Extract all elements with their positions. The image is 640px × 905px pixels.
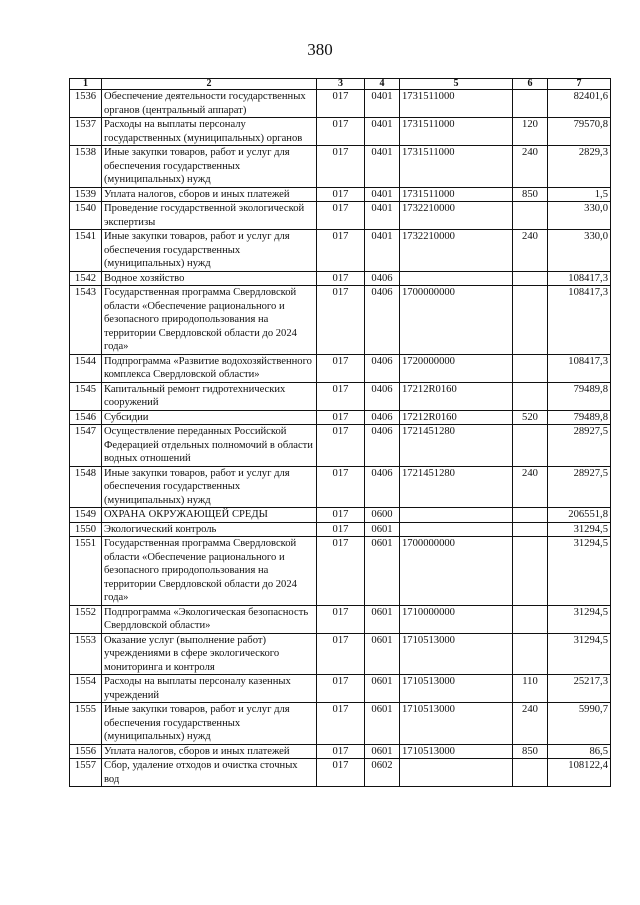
row-section-cell: 0401: [365, 202, 400, 230]
row-target-article-cell: 1700000000: [400, 286, 513, 355]
row-section-cell: 0600: [365, 508, 400, 523]
row-sum-cell: 5990,7: [548, 703, 611, 745]
row-target-article-cell: 1731511000: [400, 118, 513, 146]
row-expense-type-cell: [513, 271, 548, 286]
row-section-cell: 0406: [365, 354, 400, 382]
table-row: [70, 425, 611, 467]
budget-table: [69, 78, 611, 787]
row-name-cell: Расходы на выплаты персоналу казенных учреждений: [102, 675, 317, 703]
row-name-cell: Проведение государственной экологической экспертизы: [102, 202, 317, 230]
row-section-cell: 0601: [365, 703, 400, 745]
row-sum-cell: 31294,5: [548, 633, 611, 675]
row-ved-cell: 017: [317, 633, 365, 675]
row-number-cell: 1557: [70, 759, 102, 787]
row-name-cell: Государственная программа Свердловской области «Обеспечение рационального и безопасного природопользования на территории Свердловской области до 2024 года»: [102, 537, 317, 606]
table-row: [70, 703, 611, 745]
row-name-cell: Иные закупки товаров, работ и услуг для обеспечения государственных (муниципальных) нужд: [102, 703, 317, 745]
header-col-3: 3: [317, 79, 365, 90]
row-name-cell: Уплата налогов, сборов и иных платежей: [102, 187, 317, 202]
row-expense-type-cell: 850: [513, 187, 548, 202]
row-name-cell: Иные закупки товаров, работ и услуг для обеспечения государственных (муниципальных) нужд: [102, 146, 317, 188]
row-sum-cell: 79489,8: [548, 382, 611, 410]
table-row: [70, 508, 611, 523]
row-name-cell: Расходы на выплаты персоналу государственных (муниципальных) органов: [102, 118, 317, 146]
table-row: [70, 118, 611, 146]
row-sum-cell: 330,0: [548, 202, 611, 230]
table-row: [70, 187, 611, 202]
row-ved-cell: 017: [317, 605, 365, 633]
row-name-cell: Иные закупки товаров, работ и услуг для обеспечения государственных (муниципальных) нужд: [102, 466, 317, 508]
table-row: [70, 633, 611, 675]
row-sum-cell: 86,5: [548, 744, 611, 759]
row-ved-cell: 017: [317, 466, 365, 508]
row-number-cell: 1542: [70, 271, 102, 286]
row-ved-cell: 017: [317, 744, 365, 759]
row-ved-cell: 017: [317, 354, 365, 382]
row-section-cell: 0401: [365, 118, 400, 146]
row-expense-type-cell: 240: [513, 703, 548, 745]
row-ved-cell: 017: [317, 703, 365, 745]
row-target-article-cell: 1721451280: [400, 466, 513, 508]
row-section-cell: 0406: [365, 382, 400, 410]
row-section-cell: 0601: [365, 744, 400, 759]
header-col-2: 2: [102, 79, 317, 90]
header-col-1: 1: [70, 79, 102, 90]
row-ved-cell: 017: [317, 382, 365, 410]
table-row: [70, 286, 611, 355]
table-row: [70, 605, 611, 633]
row-name-cell: Подпрограмма «Развитие водохозяйственного комплекса Свердловской области»: [102, 354, 317, 382]
row-number-cell: 1538: [70, 146, 102, 188]
row-expense-type-cell: [513, 90, 548, 118]
row-sum-cell: 82401,6: [548, 90, 611, 118]
row-sum-cell: 79489,8: [548, 410, 611, 425]
row-ved-cell: 017: [317, 286, 365, 355]
table-row: [70, 382, 611, 410]
row-name-cell: ОХРАНА ОКРУЖАЮЩЕЙ СРЕДЫ: [102, 508, 317, 523]
row-name-cell: Водное хозяйство: [102, 271, 317, 286]
row-section-cell: 0601: [365, 633, 400, 675]
table-row: [70, 202, 611, 230]
header-row: [70, 79, 611, 90]
row-target-article-cell: [400, 271, 513, 286]
row-sum-cell: 31294,5: [548, 522, 611, 537]
row-expense-type-cell: 240: [513, 230, 548, 272]
row-expense-type-cell: [513, 759, 548, 787]
row-section-cell: 0401: [365, 146, 400, 188]
row-name-cell: Субсидии: [102, 410, 317, 425]
row-name-cell: Капитальный ремонт гидротехнических сооружений: [102, 382, 317, 410]
row-sum-cell: 31294,5: [548, 537, 611, 606]
row-section-cell: 0406: [365, 410, 400, 425]
row-expense-type-cell: [513, 522, 548, 537]
row-sum-cell: 31294,5: [548, 605, 611, 633]
row-expense-type-cell: 850: [513, 744, 548, 759]
header-col-7: 7: [548, 79, 611, 90]
row-number-cell: 1550: [70, 522, 102, 537]
row-target-article-cell: 1710000000: [400, 605, 513, 633]
table-row: [70, 537, 611, 606]
row-section-cell: 0406: [365, 271, 400, 286]
row-ved-cell: 017: [317, 522, 365, 537]
row-target-article-cell: 1732210000: [400, 230, 513, 272]
header-col-4: 4: [365, 79, 400, 90]
table-row: [70, 522, 611, 537]
table-row: [70, 271, 611, 286]
row-number-cell: 1552: [70, 605, 102, 633]
row-expense-type-cell: [513, 354, 548, 382]
row-number-cell: 1536: [70, 90, 102, 118]
row-number-cell: 1548: [70, 466, 102, 508]
row-expense-type-cell: [513, 508, 548, 523]
row-section-cell: 0601: [365, 675, 400, 703]
row-target-article-cell: 1710513000: [400, 633, 513, 675]
row-number-cell: 1544: [70, 354, 102, 382]
row-sum-cell: 79570,8: [548, 118, 611, 146]
row-number-cell: 1545: [70, 382, 102, 410]
row-target-article-cell: 1710513000: [400, 675, 513, 703]
row-name-cell: Сбор, удаление отходов и очистка сточных вод: [102, 759, 317, 787]
row-name-cell: Иные закупки товаров, работ и услуг для обеспечения государственных (муниципальных) нужд: [102, 230, 317, 272]
row-target-article-cell: 1700000000: [400, 537, 513, 606]
row-expense-type-cell: [513, 425, 548, 467]
row-sum-cell: 2829,3: [548, 146, 611, 188]
table-row: [70, 466, 611, 508]
row-number-cell: 1539: [70, 187, 102, 202]
row-number-cell: 1541: [70, 230, 102, 272]
row-ved-cell: 017: [317, 759, 365, 787]
row-section-cell: 0401: [365, 230, 400, 272]
row-number-cell: 1551: [70, 537, 102, 606]
row-target-article-cell: 1710513000: [400, 744, 513, 759]
row-name-cell: Обеспечение деятельности государственных органов (центральный аппарат): [102, 90, 317, 118]
row-sum-cell: 108122,4: [548, 759, 611, 787]
row-ved-cell: 017: [317, 146, 365, 188]
row-ved-cell: 017: [317, 187, 365, 202]
table-row: [70, 410, 611, 425]
row-sum-cell: 108417,3: [548, 286, 611, 355]
row-expense-type-cell: [513, 382, 548, 410]
row-expense-type-cell: [513, 633, 548, 675]
row-ved-cell: 017: [317, 230, 365, 272]
row-ved-cell: 017: [317, 90, 365, 118]
table-row: [70, 146, 611, 188]
row-number-cell: 1554: [70, 675, 102, 703]
row-ved-cell: 017: [317, 425, 365, 467]
page-number: 380: [307, 40, 333, 59]
row-section-cell: 0406: [365, 466, 400, 508]
row-number-cell: 1540: [70, 202, 102, 230]
header-col-6: 6: [513, 79, 548, 90]
row-number-cell: 1555: [70, 703, 102, 745]
row-number-cell: 1537: [70, 118, 102, 146]
row-target-article-cell: 1731511000: [400, 187, 513, 202]
row-number-cell: 1553: [70, 633, 102, 675]
row-expense-type-cell: 240: [513, 146, 548, 188]
row-name-cell: Государственная программа Свердловской области «Обеспечение рационального и безопасного природопользования на территории Свердловской области до 2024 года»: [102, 286, 317, 355]
row-ved-cell: 017: [317, 118, 365, 146]
row-sum-cell: 1,5: [548, 187, 611, 202]
row-target-article-cell: 17212R0160: [400, 410, 513, 425]
row-section-cell: 0601: [365, 537, 400, 606]
row-number-cell: 1543: [70, 286, 102, 355]
row-target-article-cell: 1731511000: [400, 146, 513, 188]
row-target-article-cell: 17212R0160: [400, 382, 513, 410]
header-col-5: 5: [400, 79, 513, 90]
row-section-cell: 0602: [365, 759, 400, 787]
row-expense-type-cell: [513, 286, 548, 355]
row-target-article-cell: 1720000000: [400, 354, 513, 382]
table-row: [70, 90, 611, 118]
table-row: [70, 230, 611, 272]
row-name-cell: Подпрограмма «Экологическая безопасность Свердловской области»: [102, 605, 317, 633]
row-number-cell: 1556: [70, 744, 102, 759]
table-row: [70, 354, 611, 382]
row-expense-type-cell: [513, 202, 548, 230]
row-ved-cell: 017: [317, 537, 365, 606]
row-ved-cell: 017: [317, 675, 365, 703]
row-target-article-cell: [400, 522, 513, 537]
table-row: [70, 759, 611, 787]
row-expense-type-cell: 110: [513, 675, 548, 703]
row-sum-cell: 28927,5: [548, 425, 611, 467]
row-section-cell: 0601: [365, 605, 400, 633]
row-number-cell: 1546: [70, 410, 102, 425]
row-name-cell: Осуществление переданных Российской Федерацией отдельных полномочий в области водных отношений: [102, 425, 317, 467]
row-expense-type-cell: 240: [513, 466, 548, 508]
row-target-article-cell: 1731511000: [400, 90, 513, 118]
row-target-article-cell: [400, 759, 513, 787]
row-sum-cell: 25217,3: [548, 675, 611, 703]
row-section-cell: 0401: [365, 90, 400, 118]
row-expense-type-cell: 120: [513, 118, 548, 146]
row-target-article-cell: 1710513000: [400, 703, 513, 745]
row-section-cell: 0601: [365, 522, 400, 537]
row-name-cell: Оказание услуг (выполнение работ) учреждениями в сфере экологического мониторинга и контроля: [102, 633, 317, 675]
row-section-cell: 0406: [365, 425, 400, 467]
row-number-cell: 1549: [70, 508, 102, 523]
row-sum-cell: 108417,3: [548, 271, 611, 286]
row-expense-type-cell: [513, 537, 548, 606]
row-name-cell: Экологический контроль: [102, 522, 317, 537]
row-section-cell: 0406: [365, 286, 400, 355]
table-row: [70, 744, 611, 759]
row-target-article-cell: 1732210000: [400, 202, 513, 230]
row-ved-cell: 017: [317, 202, 365, 230]
table-row: [70, 675, 611, 703]
row-name-cell: Уплата налогов, сборов и иных платежей: [102, 744, 317, 759]
row-number-cell: 1547: [70, 425, 102, 467]
row-expense-type-cell: [513, 605, 548, 633]
row-sum-cell: 206551,8: [548, 508, 611, 523]
row-sum-cell: 330,0: [548, 230, 611, 272]
row-sum-cell: 28927,5: [548, 466, 611, 508]
row-ved-cell: 017: [317, 410, 365, 425]
row-target-article-cell: [400, 508, 513, 523]
row-ved-cell: 017: [317, 508, 365, 523]
row-expense-type-cell: 520: [513, 410, 548, 425]
row-sum-cell: 108417,3: [548, 354, 611, 382]
row-section-cell: 0401: [365, 187, 400, 202]
row-ved-cell: 017: [317, 271, 365, 286]
row-target-article-cell: 1721451280: [400, 425, 513, 467]
